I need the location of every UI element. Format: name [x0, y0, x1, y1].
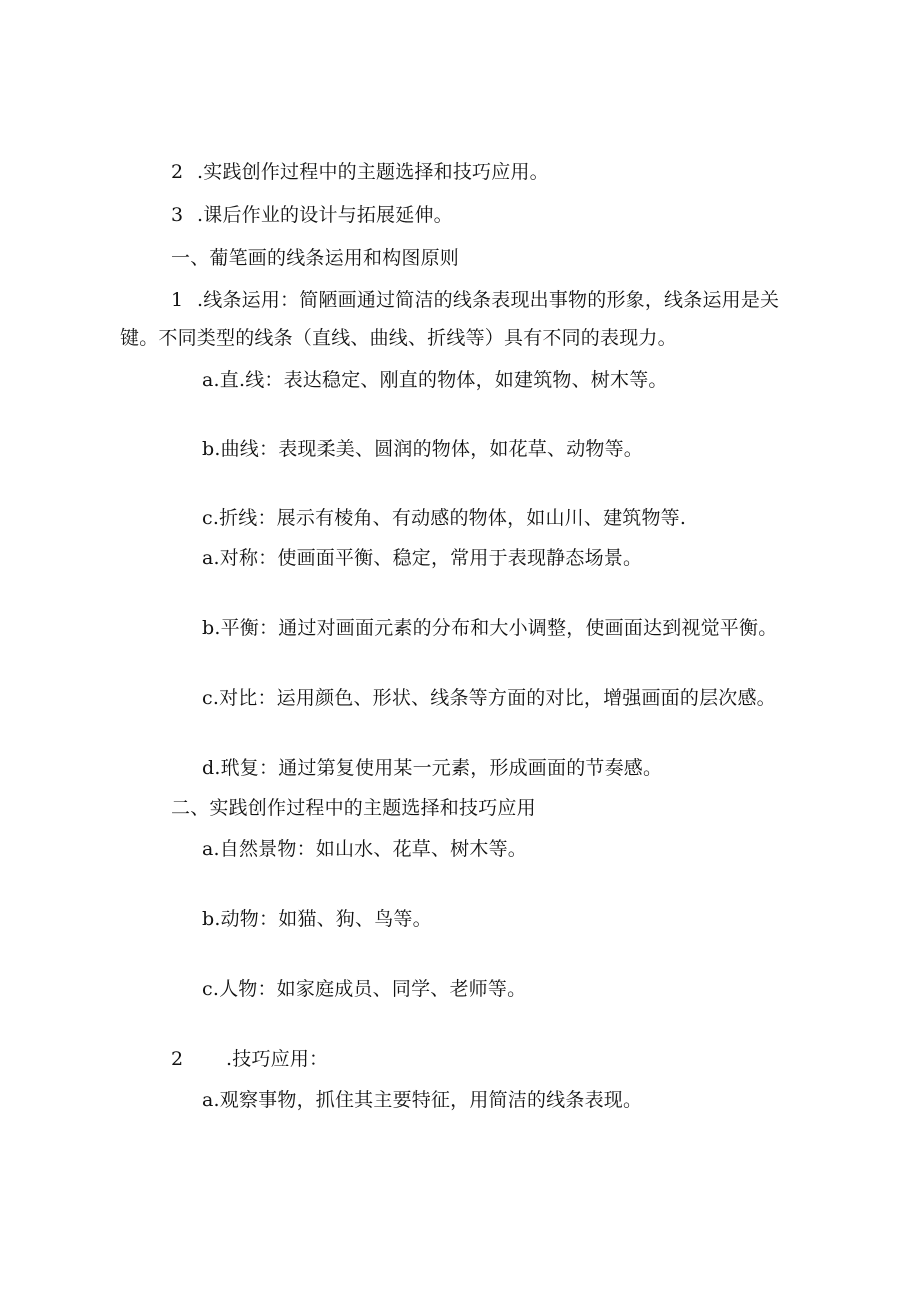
- list-text: .实践创作过程中的主题选择和技巧应用。: [197, 161, 549, 183]
- list-number: 2: [171, 161, 184, 183]
- sub-item-observe: a.观察事物，抓住其主要特征，用简洁的线条表现。: [202, 1089, 643, 1111]
- sub-item-symmetry: a.对称：使画面平衡、稳定，常用于表现静态场景。: [202, 547, 643, 569]
- list-number: 2: [171, 1048, 184, 1070]
- sub-item-animals: b.动物：如猫、狗、鸟等。: [202, 908, 432, 930]
- list-text: .线条运用：简陋画通过简洁的线条表现出事物的形象，线条运用是关: [197, 289, 780, 311]
- list-number: 3: [171, 204, 184, 226]
- section-heading-1: 一、葡笔画的线条运用和构图原则: [171, 247, 460, 269]
- sub-item-repetition: d.玳复：通过第复使用某一元素，形成画面的节奏感。: [202, 757, 663, 779]
- paragraph-line-usage: [171, 288, 779, 312]
- list-item-2: [171, 160, 549, 184]
- sub-item-straight-line: a.直.线：表达稳定、刚直的物体，如建筑物、树木等。: [202, 369, 668, 391]
- sub-item-curve: b.曲线：表现柔美、圆润的物体，如花草、动物等。: [202, 438, 644, 460]
- sub-item-contrast: c.对比：运用颜色、形状、线条等方面的对比，增强画面的层次感。: [202, 687, 776, 709]
- sub-item-nature: a.自然景物：如山水、花草、树木等。: [202, 838, 527, 860]
- list-text: .技巧应用：: [226, 1048, 329, 1070]
- list-number: 1: [171, 289, 184, 311]
- section-heading-2: 二、实践创作过程中的主题选择和技巧应用: [171, 797, 536, 819]
- sub-item-people: c.人物：如家庭成员、同学、老师等。: [202, 978, 527, 1000]
- list-item-3: [171, 203, 453, 227]
- sub-item-polyline: c.折线：展示有棱角、有动感的物体，如山川、建筑物等.: [202, 507, 687, 529]
- paragraph-continuation: 键。不同类型的线条（直线、曲线、折线等）具有不同的表现力。: [120, 327, 677, 349]
- sub-item-balance: b.平衡：通过对画面元素的分布和大小调整，使画面达到视觉平衡。: [202, 617, 778, 639]
- list-item-skills: [171, 1047, 328, 1071]
- list-text: .课后作业的设计与拓展延伸。: [197, 204, 453, 226]
